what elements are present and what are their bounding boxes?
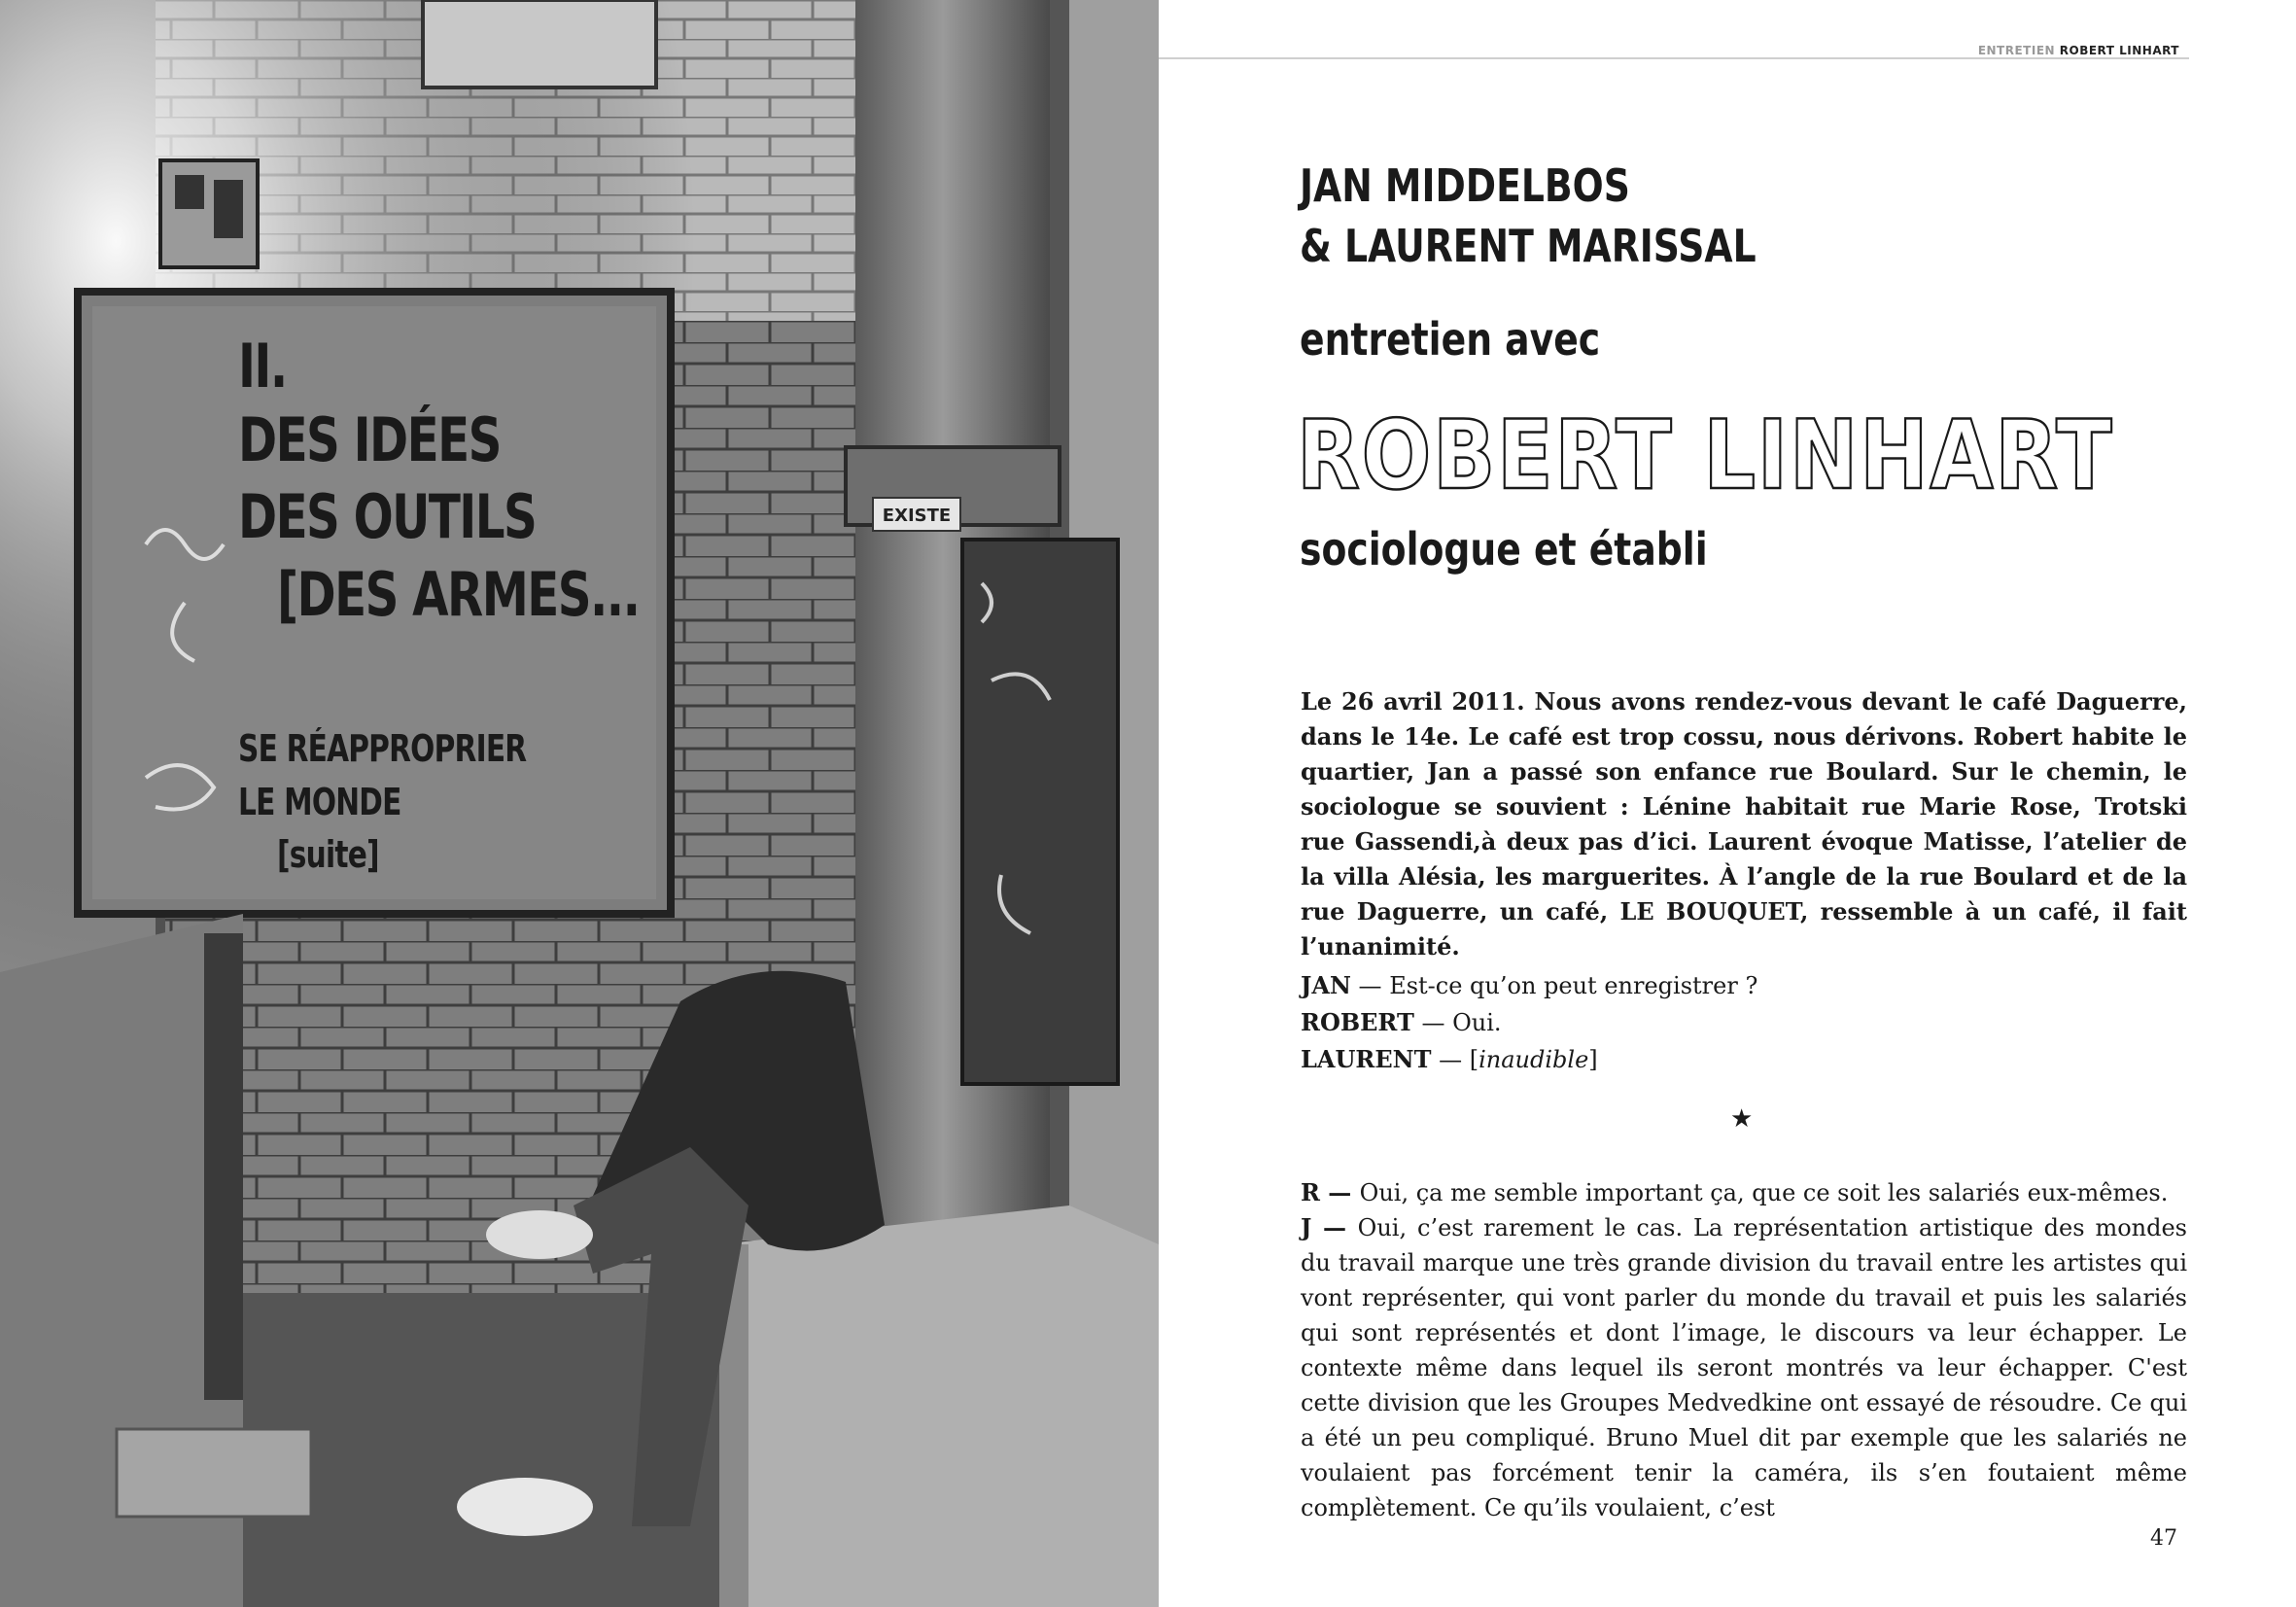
lead-paragraph: Le 26 avril 2011. Nous avons rendez-vous devant le café Daguerre, dans le 14e. Le café est trop cossu, nous dérivons. Robert habite le quartier, Jan a passé son enfance rue Boulard. Sur le chemin, le sociologue se souvient : Lénine habitait rue Marie Rose, Trotski rue Gassendi,à deux pas d’ici. Laurent évoque Matisse, l’atelier de la villa Alésia, les marguerites. À l’angle de la rue Boulard et de la rue Daguerre, un café, LE BOUQUET, ressemble à un café, il fait l’unanimité.	[1301, 687, 2187, 961]
section-number: II.	[238, 331, 287, 402]
section-title-line-2: DES OUTILS	[238, 481, 537, 552]
star-icon: ★	[1730, 1104, 1754, 1134]
header-rule	[1159, 57, 2189, 59]
speaker: LAURENT	[1301, 1045, 1432, 1073]
body-paragraph: R — Oui, ça me semble important ça, que ce soit les salariés eux-mêmes.	[1301, 1178, 2169, 1206]
utterance: Est-ce qu’on peut enregistrer ?	[1389, 972, 1758, 999]
utterance: inaudible	[1478, 1046, 1589, 1073]
right-page	[1159, 0, 2296, 1607]
running-head-name: ROBERT LINHART	[2059, 44, 2179, 57]
speaker: ROBERT	[1301, 1008, 1414, 1036]
section-title-line-1: DES IDÉES	[238, 404, 501, 475]
author-line-1: JAN MIDDELBOS	[1300, 159, 1630, 212]
subtitle-line-1: SE RÉAPPROPRIER	[238, 727, 527, 770]
speaker: J —	[1301, 1213, 1358, 1241]
speaker: R —	[1301, 1178, 1360, 1206]
dialogue-line: LAURENT — [inaudible]	[1301, 1045, 1598, 1073]
dialogue-line: ROBERT — Oui.	[1301, 1008, 1502, 1036]
interviewee-role: sociologue et établi	[1300, 523, 1708, 576]
running-head-label: ENTRETIEN	[1977, 44, 2056, 57]
body-paragraph: J — Oui, c’est rarement le cas. La représentation artistique des mondes du travail marque une très grande division du travail entre les artistes qui vont représenter, qui vont parler du monde du travail et puis les salariés qui sont représentés et dont l’image, le discours va leur échapper. Le contexte même dans lequel ils seront montrés va leur échapper. C'est cette division que les Groupes Medvedkine ont essayé de résoudre. Ce qui a été un peu compliqué. Bruno Muel dit par exemple que les salariés ne voulaient pas forcément tenir la caméra, ils s’en foutaient même complètement. Ce qu’ils voulaient, c’est	[1301, 1213, 2187, 1521]
interview-body	[1301, 1175, 2187, 1525]
dialogue-line: JAN — Est-ce qu’on peut enregistrer ?	[1301, 971, 1758, 999]
sticker-text: EXISTE	[882, 506, 952, 526]
page-number: 47	[2150, 1526, 2177, 1551]
author-line-2: & LAURENT MARISSAL	[1300, 220, 1757, 272]
running-head	[1978, 44, 2179, 57]
subtitle-line-2: LE MONDE	[238, 781, 401, 823]
section-title-line-3: [DES ARMES...	[277, 559, 640, 630]
interviewee-name: ROBERT LINHART	[1297, 401, 2114, 511]
intro-phrase: entretien avec	[1300, 313, 1601, 366]
utterance: Oui.	[1452, 1009, 1502, 1036]
opening-dialogue	[1301, 967, 1757, 1078]
subtitle-line-3: [suite]	[277, 833, 379, 876]
authors	[1300, 156, 1757, 276]
speaker: JAN	[1301, 971, 1351, 999]
